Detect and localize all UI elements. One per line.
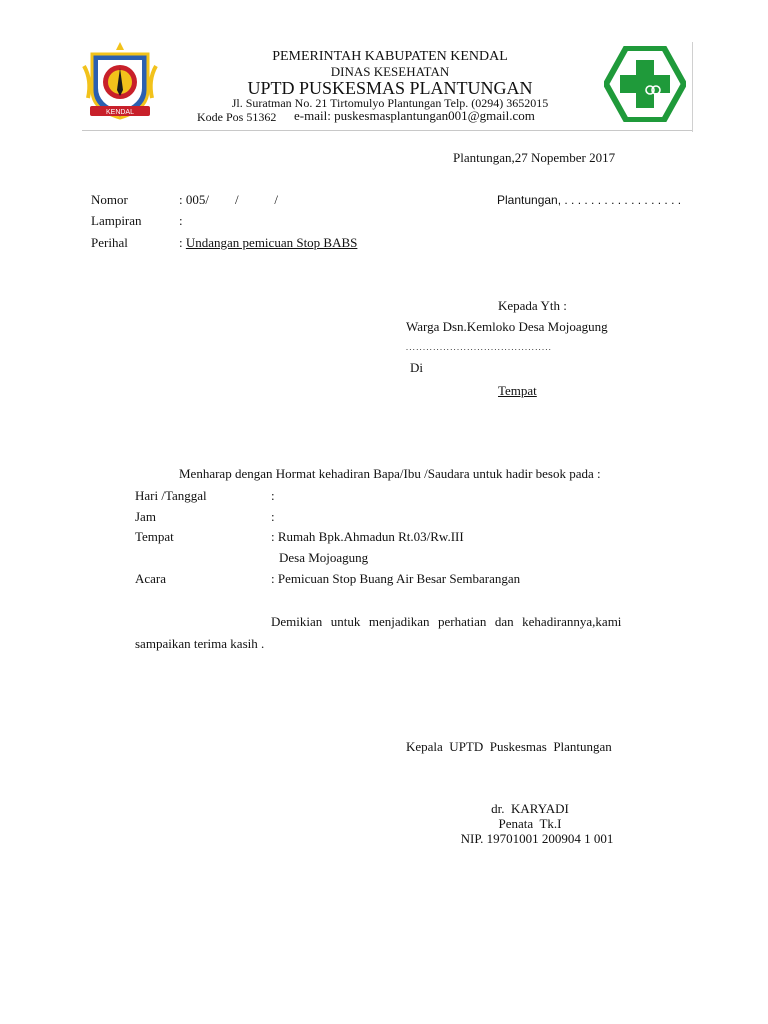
- emblem-banner-text: KENDAL: [105, 109, 135, 116]
- signature-position: Kepala UPTD Puskesmas Plantungan: [406, 739, 612, 754]
- detail-label-hari: Hari /Tanggal: [135, 488, 207, 503]
- perihal-colon: :: [179, 235, 186, 250]
- perihal-value: Undangan pemicuan Stop BABS: [185, 235, 358, 250]
- detail-label-jam: Jam: [135, 509, 156, 524]
- lampiran-value: :: [179, 213, 183, 228]
- letterhead-rule: [82, 130, 692, 131]
- perihal-label: Perihal: [91, 235, 128, 250]
- nomor-label: Nomor: [91, 192, 128, 207]
- recipient-warga: Warga Dsn.Kemloko Desa Mojoagung: [406, 319, 608, 334]
- signature-name: dr. KARYADI: [491, 801, 569, 816]
- closing-line-1: Demikian untuk menjadikan perhatian dan kehadirannya,kami: [271, 614, 622, 629]
- page-edge-line: [692, 42, 693, 132]
- puskesmas-cross-icon: [604, 46, 686, 122]
- header-line-1: PEMERINTAH KABUPATEN KENDAL: [272, 49, 508, 64]
- detail-value-desa: Desa Mojoagung: [279, 550, 369, 565]
- header-email: e-mail: puskesmasplantungan001@gmail.com: [294, 108, 535, 123]
- recipient-kepada: Kepada Yth :: [498, 298, 567, 313]
- letter-date: Plantungan,27 Nopember 2017: [453, 150, 616, 165]
- header-address: Jl. Suratman No. 21 Tirtomulyo Plantungan Telp. (0294) 3652015: [231, 96, 549, 110]
- lampiran-label: Lampiran: [91, 213, 142, 228]
- recipient-dots: . . . . . . . . . . . . . . . . . . . . . . . . . . . . . . . . . . . . . . . . . . .: [406, 343, 551, 352]
- nomor-value: : 005/ / /: [179, 192, 278, 207]
- header-title: UPTD PUSKESMAS PLANTUNGAN: [247, 78, 533, 98]
- signature-rank: Penata Tk.I: [498, 816, 562, 831]
- closing-line-2: sampaikan terima kasih .: [135, 636, 265, 651]
- detail-label-tempat: Tempat: [135, 529, 174, 544]
- detail-value-jam: :: [271, 509, 275, 524]
- recipient-tempat: Tempat: [498, 383, 537, 398]
- recipient-di: Di: [410, 360, 423, 375]
- place-right: Plantungan, . . . . . . . . . . . . . . . . . .: [497, 193, 682, 207]
- detail-label-acara: Acara: [135, 571, 167, 586]
- detail-value-tempat: : Rumah Bpk.Ahmadun Rt.03/Rw.III: [271, 529, 464, 544]
- signature-nip: NIP. 19701001 200904 1 001: [460, 831, 614, 846]
- perihal-row: [179, 235, 357, 251]
- kendal-emblem-icon: [78, 40, 162, 122]
- header-kodepos: Kode Pos 51362: [197, 110, 277, 124]
- header-line-2: DINAS KESEHATAN: [330, 64, 450, 79]
- detail-value-hari: :: [271, 488, 275, 503]
- body-opening: Menharap dengan Hormat kehadiran Bapa/Ibu /Saudara untuk hadir besok pada :: [179, 466, 601, 481]
- detail-value-acara: : Pemicuan Stop Buang Air Besar Sembarangan: [271, 571, 521, 586]
